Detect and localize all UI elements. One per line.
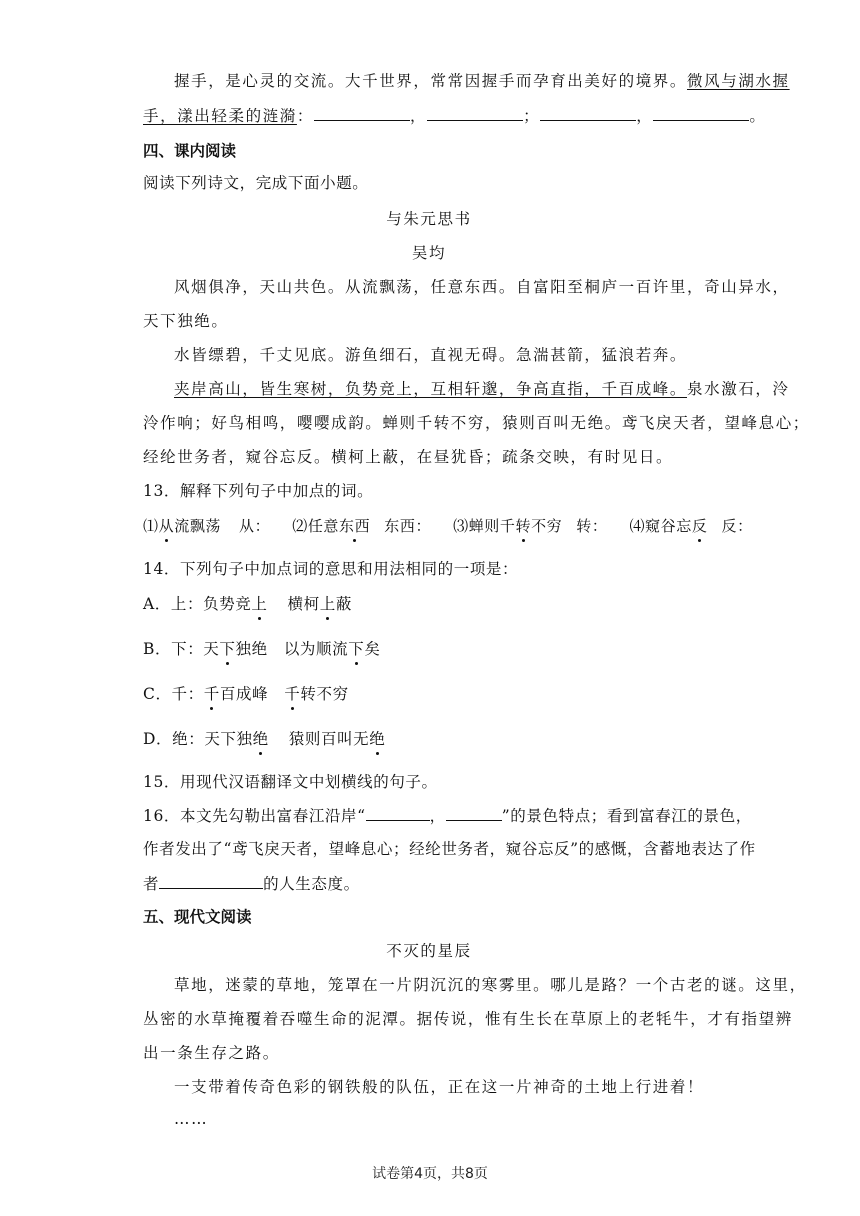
punct: ， xyxy=(636,107,654,125)
item-text: ⑶蝉则千 xyxy=(453,517,516,535)
item-label: 从： xyxy=(239,517,271,535)
passage-line: 一支带着传奇色彩的钢铁般的队伍，正在这一片神奇的土地上行进着！ xyxy=(174,1078,705,1096)
dotted-word: 千 xyxy=(284,685,301,703)
dotted-word: 上 xyxy=(319,595,336,613)
intro-line-1 xyxy=(143,70,790,92)
item-text: 流飘荡 xyxy=(174,517,222,535)
intro-underlined-1: 微风与湖水握 xyxy=(687,72,790,90)
option-text: 猿则百叫无 xyxy=(288,730,370,748)
dotted-word: 上 xyxy=(251,595,268,613)
answer-blank[interactable] xyxy=(159,872,263,889)
punct: ， xyxy=(410,107,428,125)
question-text: 16．本文先勾勒出富春江沿岸“ xyxy=(143,807,366,825)
story-title: 不灭的星辰 xyxy=(386,942,472,960)
passage-line: 草地，迷蒙的草地，笼罩在一片阴沉沉的寒雾里。哪儿是路？一个古老的谜。这里， xyxy=(174,976,807,994)
option-text: 蔽 xyxy=(335,595,352,613)
item-text: 不穷 xyxy=(531,517,563,535)
option-text: 百成峰 xyxy=(219,685,285,703)
dotted-word: 东西 xyxy=(339,517,371,535)
passage-line: 经纶世务者，窥谷忘反。横柯上蔽，在昼犹昏；疏条交映，有时见日。 xyxy=(143,448,674,466)
dotted-word: 从 xyxy=(158,517,175,535)
question-13-items xyxy=(143,515,753,537)
punct: ， xyxy=(429,807,446,825)
question-text: 者 xyxy=(143,875,160,893)
option-text: 转不穷 xyxy=(300,685,349,703)
question-15-stem: 15．用现代汉语翻译文中划横线的句子。 xyxy=(143,773,438,791)
dotted-word: 下 xyxy=(348,640,365,658)
poem-title: 与朱元思书 xyxy=(386,210,472,228)
intro-line-2 xyxy=(143,104,767,127)
question-16-line-1 xyxy=(143,804,752,827)
item-text: ⑵任意 xyxy=(292,517,340,535)
item-label: 东西： xyxy=(384,517,432,535)
dotted-word: 下 xyxy=(219,640,236,658)
passage-line: 风烟俱净，天山共色。从流飘荡，任意东西。自富阳至桐庐一百许里，奇山异水， xyxy=(174,278,790,296)
passage-line xyxy=(143,378,790,400)
passage-text: 泉水激石，泠 xyxy=(687,380,790,398)
option-text: 独绝 以为顺流 xyxy=(235,640,349,658)
dotted-word: 绝 xyxy=(252,730,269,748)
option-text: 横柯 xyxy=(287,595,320,613)
question-text: 的人生态度。 xyxy=(263,875,360,893)
passage-line: 水皆缥碧，千丈见底。游鱼细石，直视无碍。急湍甚箭，猛浪若奔。 xyxy=(174,346,688,364)
question-16-line-3 xyxy=(143,872,715,895)
dotted-word: 绝 xyxy=(369,730,386,748)
dotted-word: 千 xyxy=(203,685,220,703)
answer-blank[interactable] xyxy=(314,104,410,121)
page-footer: 试卷第4页，共8页 xyxy=(372,1166,488,1182)
answer-blank[interactable] xyxy=(366,804,430,821)
section-heading-5: 五、现代文阅读 xyxy=(143,908,252,926)
ellipsis: …… xyxy=(174,1110,209,1128)
poem-author: 吴均 xyxy=(411,244,447,262)
intro-text: 握手，是心灵的交流。大千世界，常常因握手而孕育出美好的境界。 xyxy=(174,72,688,90)
dotted-word: 反 xyxy=(691,517,708,535)
underlined-sentence: 夹岸高山，皆生寒树，负势竞上，互相轩邈，争高直指，千百成峰。 xyxy=(174,380,688,398)
passage-line: 丛密的水草掩覆着吞噬生命的泥潭。据传说，惟有生长在草原上的老牦牛，才有指望辨 xyxy=(143,1010,793,1028)
passage-line: 天下独绝。 xyxy=(143,312,229,330)
option-text: D．绝：天下独 xyxy=(143,730,253,748)
reading-instruction: 阅读下列诗文，完成下面小题。 xyxy=(143,174,369,192)
question-13-stem: 13．解释下列句子中加点的词。 xyxy=(143,482,374,500)
option-a[interactable] xyxy=(143,593,715,615)
question-14-stem: 14．下列句子中加点词的意思和用法相同的一项是： xyxy=(143,560,519,578)
punct: ； xyxy=(523,107,541,125)
option-b[interactable] xyxy=(143,638,715,660)
answer-blank[interactable] xyxy=(653,104,749,121)
question-text: ”的景色特点；看到富春江的景色， xyxy=(501,807,752,825)
passage-line: 泠作响；好鸟相鸣，嘤嘤成韵。蝉则千转不穷，猿则百叫无绝。鸢飞戾天者，望峰息心； xyxy=(143,414,810,432)
answer-blank[interactable] xyxy=(427,104,523,121)
item-label: 转： xyxy=(576,517,608,535)
passage-line: 出一条生存之路。 xyxy=(143,1044,280,1062)
item-label: 反： xyxy=(721,517,753,535)
question-16-line-2: 作者发出了“鸢飞戾天者，望峰息心；经纶世务者，窥谷忘反”的感慨，含蓄地表达了作 xyxy=(143,840,756,858)
item-text: ⑷窥谷忘 xyxy=(629,517,692,535)
answer-blank[interactable] xyxy=(540,104,636,121)
punct: 。 xyxy=(749,107,767,125)
dotted-word: 转 xyxy=(515,517,532,535)
answer-blank[interactable] xyxy=(446,804,502,821)
option-d[interactable] xyxy=(143,728,715,750)
option-c[interactable] xyxy=(143,683,715,705)
option-text: 矣 xyxy=(364,640,381,658)
option-text: B．下：天 xyxy=(143,640,220,658)
option-text: C．千： xyxy=(143,685,204,703)
section-heading-4: 四、课内阅读 xyxy=(143,142,237,160)
item-number: ⑴ xyxy=(143,517,159,535)
option-text: A．上：负势竞 xyxy=(143,595,252,613)
intro-colon: ： xyxy=(296,107,315,125)
intro-underlined-2: 手，漾出轻柔的涟漪 xyxy=(143,107,297,125)
